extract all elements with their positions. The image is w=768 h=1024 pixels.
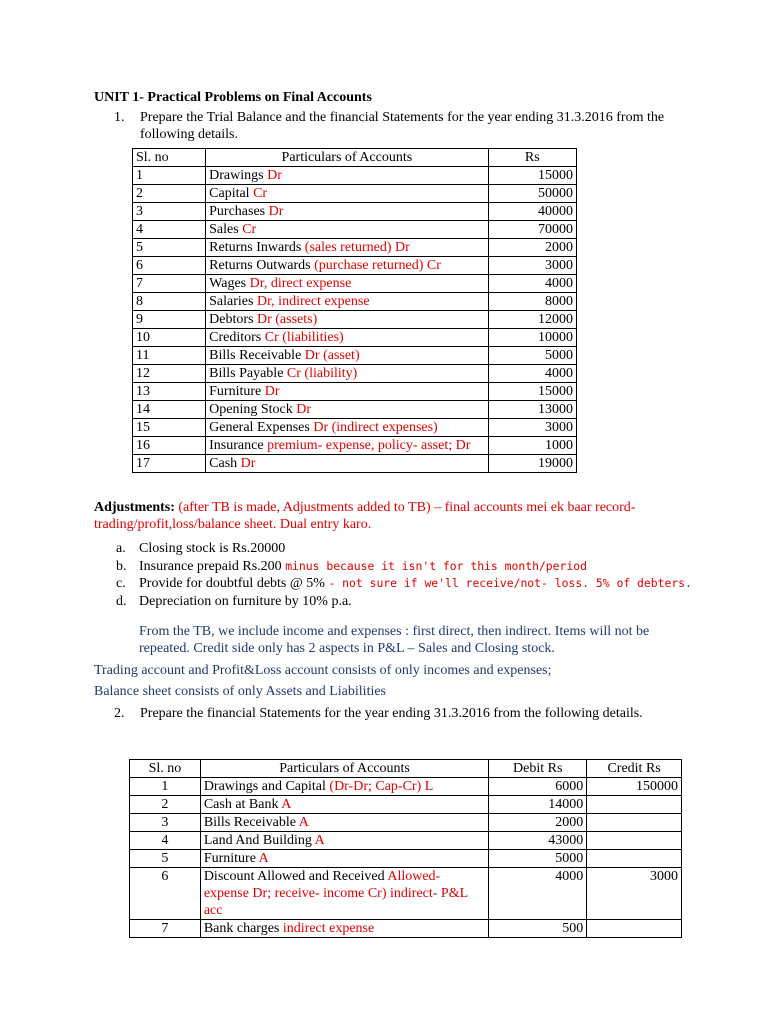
page-title: UNIT 1- Practical Problems on Final Accounts bbox=[94, 90, 372, 105]
cell-debit: 43000 bbox=[489, 832, 587, 850]
account-note: Dr (indirect expenses) bbox=[309, 420, 438, 435]
account-note: Dr bbox=[263, 168, 282, 183]
cell-particulars bbox=[206, 329, 488, 347]
table-row bbox=[133, 437, 577, 455]
account-note: (purchase returned) Cr bbox=[310, 258, 441, 273]
account-name: Discount Allowed and Received bbox=[203, 869, 385, 884]
account-name: Bank charges bbox=[203, 921, 280, 936]
cell-slno: 17 bbox=[133, 455, 206, 473]
cell-credit bbox=[587, 814, 682, 832]
col-header-debit: Debit Rs bbox=[489, 760, 587, 778]
table-row bbox=[133, 167, 577, 185]
cell-particulars bbox=[206, 203, 488, 221]
cell-slno: 1 bbox=[133, 167, 206, 185]
account-note: A bbox=[255, 851, 269, 866]
list-text: Provide for doubtful debts @ 5% bbox=[139, 576, 329, 591]
table-row bbox=[130, 814, 682, 832]
cell-amount: 50000 bbox=[488, 185, 576, 203]
account-name: Salaries bbox=[209, 294, 254, 309]
cell-amount: 4000 bbox=[488, 275, 576, 293]
account-note: Dr (asset) bbox=[301, 348, 360, 363]
cell-amount: 13000 bbox=[488, 401, 576, 419]
cell-particulars bbox=[206, 293, 488, 311]
cell-particulars bbox=[200, 920, 488, 938]
cell-debit: 5000 bbox=[489, 850, 587, 868]
list-text: Depreciation on furniture by 10% p.a. bbox=[139, 593, 352, 609]
cell-debit: 2000 bbox=[489, 814, 587, 832]
col-header-particulars: Particulars of Accounts bbox=[200, 760, 488, 778]
list-note: minus because it isn't for this month/period bbox=[285, 558, 587, 573]
col-header-credit: Credit Rs bbox=[587, 760, 682, 778]
cell-particulars bbox=[206, 365, 488, 383]
question-1 bbox=[114, 109, 678, 143]
table-row bbox=[133, 257, 577, 275]
table-row bbox=[133, 203, 577, 221]
account-name: Sales bbox=[209, 222, 239, 237]
adjustments-label: Adjustments: bbox=[94, 500, 175, 515]
table-row bbox=[130, 850, 682, 868]
table-row bbox=[130, 868, 682, 920]
cell-slno: 5 bbox=[133, 239, 206, 257]
adjustments-list bbox=[116, 540, 692, 610]
table-row bbox=[130, 832, 682, 850]
account-name: Bills Receivable bbox=[209, 348, 302, 363]
account-name: Land And Building bbox=[203, 833, 312, 848]
account-note: A bbox=[295, 815, 309, 830]
cell-particulars bbox=[206, 167, 488, 185]
cell-slno: 3 bbox=[130, 814, 201, 832]
list-marker: c. bbox=[116, 576, 126, 591]
question-number: 1. bbox=[114, 110, 125, 125]
cell-credit: 3000 bbox=[587, 868, 682, 920]
col-header-rs: Rs bbox=[488, 149, 576, 167]
col-header-particulars: Particulars of Accounts bbox=[206, 149, 488, 167]
cell-particulars bbox=[206, 185, 488, 203]
cell-slno: 6 bbox=[133, 257, 206, 275]
account-name: Returns Inwards bbox=[209, 240, 302, 255]
cell-amount: 3000 bbox=[488, 419, 576, 437]
cell-amount: 15000 bbox=[488, 383, 576, 401]
table-row bbox=[133, 455, 577, 473]
account-name: Cash bbox=[209, 456, 238, 471]
cell-amount: 12000 bbox=[488, 311, 576, 329]
table-header-row bbox=[133, 149, 577, 167]
question-number: 2. bbox=[114, 706, 125, 721]
cell-credit: 150000 bbox=[587, 778, 682, 796]
cell-slno: 8 bbox=[133, 293, 206, 311]
cell-particulars bbox=[206, 455, 488, 473]
cell-credit bbox=[587, 796, 682, 814]
adjustments-note: (after TB is made, Adjustments added to TB) – final accounts mei ek baar record- trading/profit,loss/balance sheet. Dual entry karo. bbox=[94, 500, 636, 532]
cell-particulars bbox=[200, 814, 488, 832]
cell-slno: 12 bbox=[133, 365, 206, 383]
account-note: A bbox=[278, 797, 292, 812]
question-2 bbox=[114, 705, 678, 722]
table-row bbox=[133, 311, 577, 329]
cell-slno: 7 bbox=[133, 275, 206, 293]
cell-particulars bbox=[206, 437, 488, 455]
list-marker: d. bbox=[116, 593, 127, 609]
col-header-slno: Sl. no bbox=[130, 760, 201, 778]
account-note: Dr bbox=[292, 402, 312, 417]
account-note: Dr, direct expense bbox=[246, 276, 352, 291]
account-name: Opening Stock bbox=[209, 402, 293, 417]
cell-slno: 10 bbox=[133, 329, 206, 347]
cell-slno: 4 bbox=[133, 221, 206, 239]
account-name: Returns Outwards bbox=[209, 258, 311, 273]
table-row bbox=[133, 293, 577, 311]
account-name: Capital bbox=[209, 186, 250, 201]
account-name: Creditors bbox=[209, 330, 262, 345]
table-row bbox=[133, 329, 577, 347]
cell-amount: 70000 bbox=[488, 221, 576, 239]
account-note: Dr bbox=[237, 456, 256, 471]
account-note: Dr (assets) bbox=[253, 312, 318, 327]
cell-credit bbox=[587, 920, 682, 938]
cell-slno: 6 bbox=[130, 868, 201, 920]
account-name: Drawings and Capital bbox=[203, 779, 326, 794]
account-note: indirect expense bbox=[279, 921, 375, 936]
cell-slno: 7 bbox=[130, 920, 201, 938]
trial-balance-table bbox=[132, 148, 577, 473]
question-text: Prepare the financial Statements for the year ending 31.3.2016 from the following details. bbox=[140, 706, 643, 721]
account-name: Wages bbox=[209, 276, 247, 291]
list-text: Insurance prepaid Rs.200 bbox=[139, 558, 286, 574]
cell-amount: 5000 bbox=[488, 347, 576, 365]
cell-slno: 2 bbox=[130, 796, 201, 814]
table-header-row bbox=[130, 760, 682, 778]
list-item bbox=[116, 575, 692, 593]
cell-debit: 6000 bbox=[489, 778, 587, 796]
table-row bbox=[133, 221, 577, 239]
cell-slno: 1 bbox=[130, 778, 201, 796]
account-note: (Dr-Dr; Cap-Cr) L bbox=[325, 779, 434, 794]
explanation-paragraph: From the TB, we include income and expenses : first direct, then indirect. Items will not be repeated. Credit side only has 2 aspects in P&L – Sales and Closing stock. bbox=[139, 624, 650, 656]
table-row bbox=[130, 796, 682, 814]
cell-debit: 14000 bbox=[489, 796, 587, 814]
cell-slno: 2 bbox=[133, 185, 206, 203]
account-note: Cr bbox=[238, 222, 257, 237]
account-name: General Expenses bbox=[209, 420, 310, 435]
cell-amount: 10000 bbox=[488, 329, 576, 347]
list-item bbox=[116, 558, 692, 576]
cell-particulars bbox=[200, 832, 488, 850]
list-item bbox=[116, 593, 692, 611]
cell-credit bbox=[587, 832, 682, 850]
account-note: Cr (liabilities) bbox=[261, 330, 344, 345]
cell-amount: 8000 bbox=[488, 293, 576, 311]
table-row bbox=[133, 239, 577, 257]
account-name: Purchases bbox=[209, 204, 266, 219]
cell-particulars bbox=[200, 778, 488, 796]
account-note: A bbox=[311, 833, 325, 848]
cell-amount: 2000 bbox=[488, 239, 576, 257]
cell-amount: 19000 bbox=[488, 455, 576, 473]
cell-credit bbox=[587, 850, 682, 868]
table-row bbox=[133, 347, 577, 365]
cell-particulars bbox=[206, 401, 488, 419]
table-row bbox=[133, 383, 577, 401]
cell-amount: 40000 bbox=[488, 203, 576, 221]
cell-particulars bbox=[206, 239, 488, 257]
adjustments-heading bbox=[94, 499, 674, 533]
cell-slno: 16 bbox=[133, 437, 206, 455]
account-name: Bills Receivable bbox=[203, 815, 296, 830]
cell-debit: 500 bbox=[489, 920, 587, 938]
list-item bbox=[116, 540, 692, 558]
account-name: Insurance bbox=[209, 438, 264, 453]
cell-amount: 1000 bbox=[488, 437, 576, 455]
account-name: Bills Payable bbox=[209, 366, 284, 381]
cell-particulars bbox=[206, 221, 488, 239]
account-note: Cr bbox=[249, 186, 268, 201]
account-name: Cash at Bank bbox=[203, 797, 279, 812]
table-row bbox=[133, 365, 577, 383]
cell-particulars bbox=[206, 257, 488, 275]
list-marker: b. bbox=[116, 558, 127, 574]
table-row bbox=[133, 185, 577, 203]
cell-slno: 13 bbox=[133, 383, 206, 401]
cell-particulars bbox=[206, 347, 488, 365]
cell-slno: 14 bbox=[133, 401, 206, 419]
cell-particulars bbox=[200, 850, 488, 868]
cell-particulars bbox=[200, 796, 488, 814]
cell-slno: 5 bbox=[130, 850, 201, 868]
account-name: Debtors bbox=[209, 312, 254, 327]
account-name: Furniture bbox=[203, 851, 256, 866]
cell-slno: 15 bbox=[133, 419, 206, 437]
account-name: Furniture bbox=[209, 384, 262, 399]
explanation-line-trading: Trading account and Profit&Loss account consists of only incomes and expenses; bbox=[94, 663, 552, 678]
account-note: (sales returned) Dr bbox=[301, 240, 410, 255]
account-note: premium- expense, policy- asset; Dr bbox=[263, 438, 471, 453]
cell-particulars bbox=[200, 868, 488, 920]
table-row bbox=[133, 275, 577, 293]
cell-slno: 9 bbox=[133, 311, 206, 329]
cell-amount: 4000 bbox=[488, 365, 576, 383]
cell-slno: 3 bbox=[133, 203, 206, 221]
account-note: Allowed- expense Dr; receive- income Cr) indirect- P&L acc bbox=[203, 869, 468, 918]
cell-particulars bbox=[206, 311, 488, 329]
table-row bbox=[133, 401, 577, 419]
cell-debit: 4000 bbox=[489, 868, 587, 920]
account-note: Cr (liability) bbox=[283, 366, 358, 381]
cell-amount: 15000 bbox=[488, 167, 576, 185]
col-header-slno: Sl. no bbox=[133, 149, 206, 167]
accounts-table bbox=[129, 759, 682, 938]
account-note: Dr, indirect expense bbox=[253, 294, 370, 309]
table-row bbox=[133, 419, 577, 437]
account-name: Drawings bbox=[209, 168, 264, 183]
cell-slno: 4 bbox=[130, 832, 201, 850]
list-note: - not sure if we'll receive/not- loss. 5% of debters. bbox=[328, 576, 692, 590]
cell-particulars bbox=[206, 419, 488, 437]
cell-particulars bbox=[206, 383, 488, 401]
cell-amount: 3000 bbox=[488, 257, 576, 275]
table-row bbox=[130, 778, 682, 796]
list-marker: a. bbox=[116, 541, 126, 556]
list-text: Closing stock is Rs.20000 bbox=[139, 541, 286, 556]
cell-slno: 11 bbox=[133, 347, 206, 365]
account-note: Dr bbox=[265, 204, 284, 219]
account-note: Dr bbox=[261, 384, 280, 399]
table-row bbox=[130, 920, 682, 938]
question-text: Prepare the Trial Balance and the financial Statements for the year ending 31.3.2016 from the following details. bbox=[140, 110, 665, 142]
cell-particulars bbox=[206, 275, 488, 293]
explanation-line-balance: Balance sheet consists of only Assets and Liabilities bbox=[94, 684, 387, 699]
